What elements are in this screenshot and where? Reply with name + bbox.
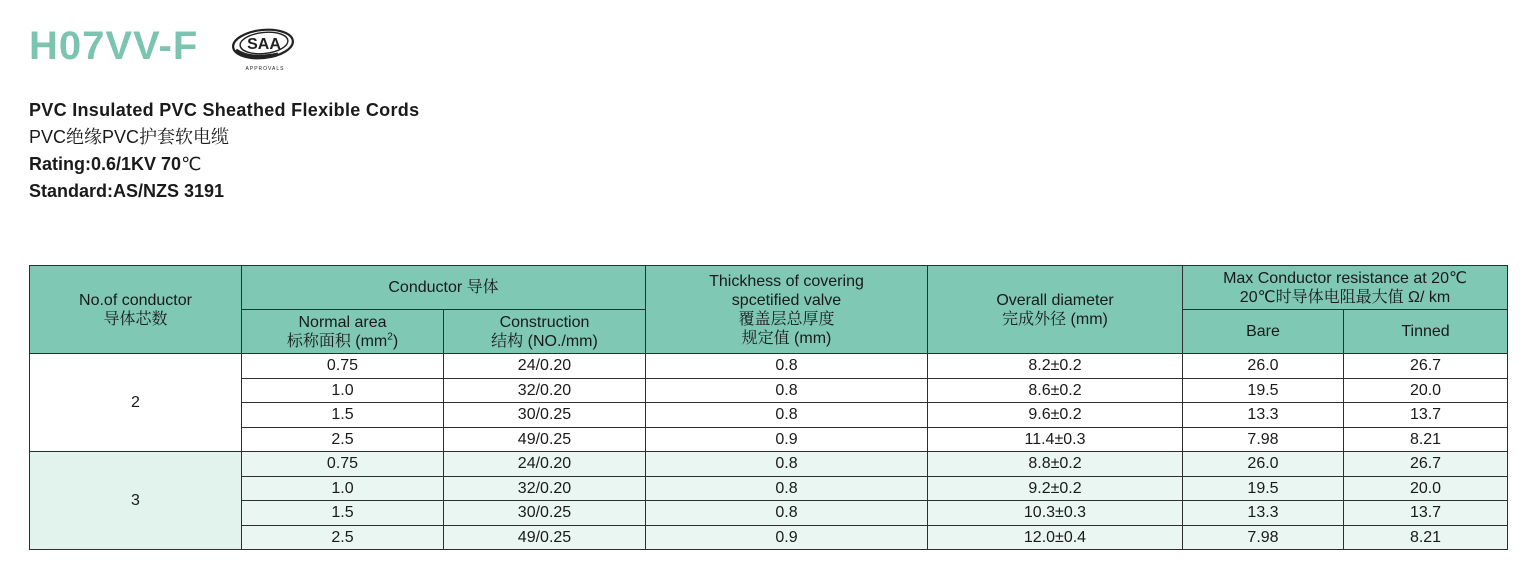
table-row xyxy=(30,476,1508,501)
saa-approvals-logo xyxy=(230,24,300,74)
thickness-cell: 0.8 xyxy=(646,476,928,501)
header-no-conductor: No.of conductor 导体芯数 xyxy=(30,266,242,354)
header-bare: Bare xyxy=(1183,310,1344,354)
header-conductor: Conductor 导体 xyxy=(242,266,646,310)
area-cell: 0.75 xyxy=(242,452,444,477)
thickness-cell: 0.8 xyxy=(646,452,928,477)
rating-unit: ℃ xyxy=(181,154,202,174)
thickness-cell: 0.8 xyxy=(646,378,928,403)
table-row xyxy=(30,501,1508,526)
rating xyxy=(29,151,419,178)
header-thickness: Thickhess of covering spcetified valve 覆盖层总厚度 规定值 (mm) xyxy=(646,266,928,354)
thickness-cell: 0.9 xyxy=(646,427,928,452)
bare-cell: 26.0 xyxy=(1183,452,1344,477)
bare-cell: 26.0 xyxy=(1183,354,1344,379)
area-cell: 1.0 xyxy=(242,378,444,403)
tinned-cell: 8.21 xyxy=(1344,525,1508,550)
construction-cell: 49/0.25 xyxy=(444,427,646,452)
construction-cell: 32/0.20 xyxy=(444,476,646,501)
diameter-cell: 11.4±0.3 xyxy=(928,427,1183,452)
table-row xyxy=(30,452,1508,477)
spec-table xyxy=(29,265,1508,550)
logo-text: SAA xyxy=(247,36,281,53)
area-cell: 1.0 xyxy=(242,476,444,501)
logo-subtext: APPROVALS xyxy=(245,66,285,72)
thickness-cell: 0.8 xyxy=(646,354,928,379)
diameter-cell: 12.0±0.4 xyxy=(928,525,1183,550)
construction-cell: 30/0.25 xyxy=(444,501,646,526)
bare-cell: 13.3 xyxy=(1183,501,1344,526)
bare-cell: 19.5 xyxy=(1183,378,1344,403)
tinned-cell: 13.7 xyxy=(1344,501,1508,526)
header-normal-area: Normal area 标称面积 $(mm^2)$ xyxy=(242,310,444,354)
header-tinned: Tinned xyxy=(1344,310,1508,354)
product-info xyxy=(29,97,419,205)
construction-cell: 49/0.25 xyxy=(444,525,646,550)
diameter-cell: 9.6±0.2 xyxy=(928,403,1183,428)
group-3-cores xyxy=(30,452,1508,550)
bare-cell: 7.98 xyxy=(1183,427,1344,452)
construction-cell: 24/0.20 xyxy=(444,354,646,379)
cores-cell: 3 xyxy=(30,452,242,550)
diameter-cell: 8.8±0.2 xyxy=(928,452,1183,477)
area-cell: 1.5 xyxy=(242,403,444,428)
product-name-cn: PVC绝缘PVC护套软电缆 xyxy=(29,127,230,147)
header-construction: Construction 结构 (NO./mm) xyxy=(444,310,646,354)
table-row xyxy=(30,427,1508,452)
tinned-cell: 26.7 xyxy=(1344,354,1508,379)
tinned-cell: 26.7 xyxy=(1344,452,1508,477)
diameter-cell: 9.2±0.2 xyxy=(928,476,1183,501)
area-cell: 2.5 xyxy=(242,525,444,550)
thickness-cell: 0.8 xyxy=(646,501,928,526)
diameter-cell: 8.6±0.2 xyxy=(928,378,1183,403)
construction-cell: 24/0.20 xyxy=(444,452,646,477)
diameter-cell: 10.3±0.3 xyxy=(928,501,1183,526)
thickness-cell: 0.8 xyxy=(646,403,928,428)
area-cell: 1.5 xyxy=(242,501,444,526)
area-cell: 2.5 xyxy=(242,427,444,452)
tinned-cell: 13.7 xyxy=(1344,403,1508,428)
header-resistance: Max Conductor resistance at 20℃ 20℃时导体电阻最大值 Ω/ km xyxy=(1183,266,1508,310)
table-row xyxy=(30,378,1508,403)
area-cell: 0.75 xyxy=(242,354,444,379)
table-row xyxy=(30,354,1508,379)
tinned-cell: 20.0 xyxy=(1344,476,1508,501)
table-row xyxy=(30,525,1508,550)
construction-cell: 30/0.25 xyxy=(444,403,646,428)
cores-cell: 2 xyxy=(30,354,242,452)
standard: Standard:AS/NZS 3191 xyxy=(29,181,225,201)
thickness-cell: 0.9 xyxy=(646,525,928,550)
group-2-cores xyxy=(30,354,1508,452)
rating-value: Rating:0.6/1KV 70 xyxy=(29,154,182,174)
product-name-en: PVC Insulated PVC Sheathed Flexible Cords xyxy=(29,100,420,120)
construction-cell: 32/0.20 xyxy=(444,378,646,403)
header-overall-diameter: Overall diameter 完成外径 (mm) xyxy=(928,266,1183,354)
diameter-cell: 8.2±0.2 xyxy=(928,354,1183,379)
tinned-cell: 8.21 xyxy=(1344,427,1508,452)
saa-logo-graphic xyxy=(230,24,300,74)
bare-cell: 7.98 xyxy=(1183,525,1344,550)
table-row xyxy=(30,403,1508,428)
bare-cell: 13.3 xyxy=(1183,403,1344,428)
bare-cell: 19.5 xyxy=(1183,476,1344,501)
product-title: H07VV-F xyxy=(29,24,199,68)
tinned-cell: 20.0 xyxy=(1344,378,1508,403)
